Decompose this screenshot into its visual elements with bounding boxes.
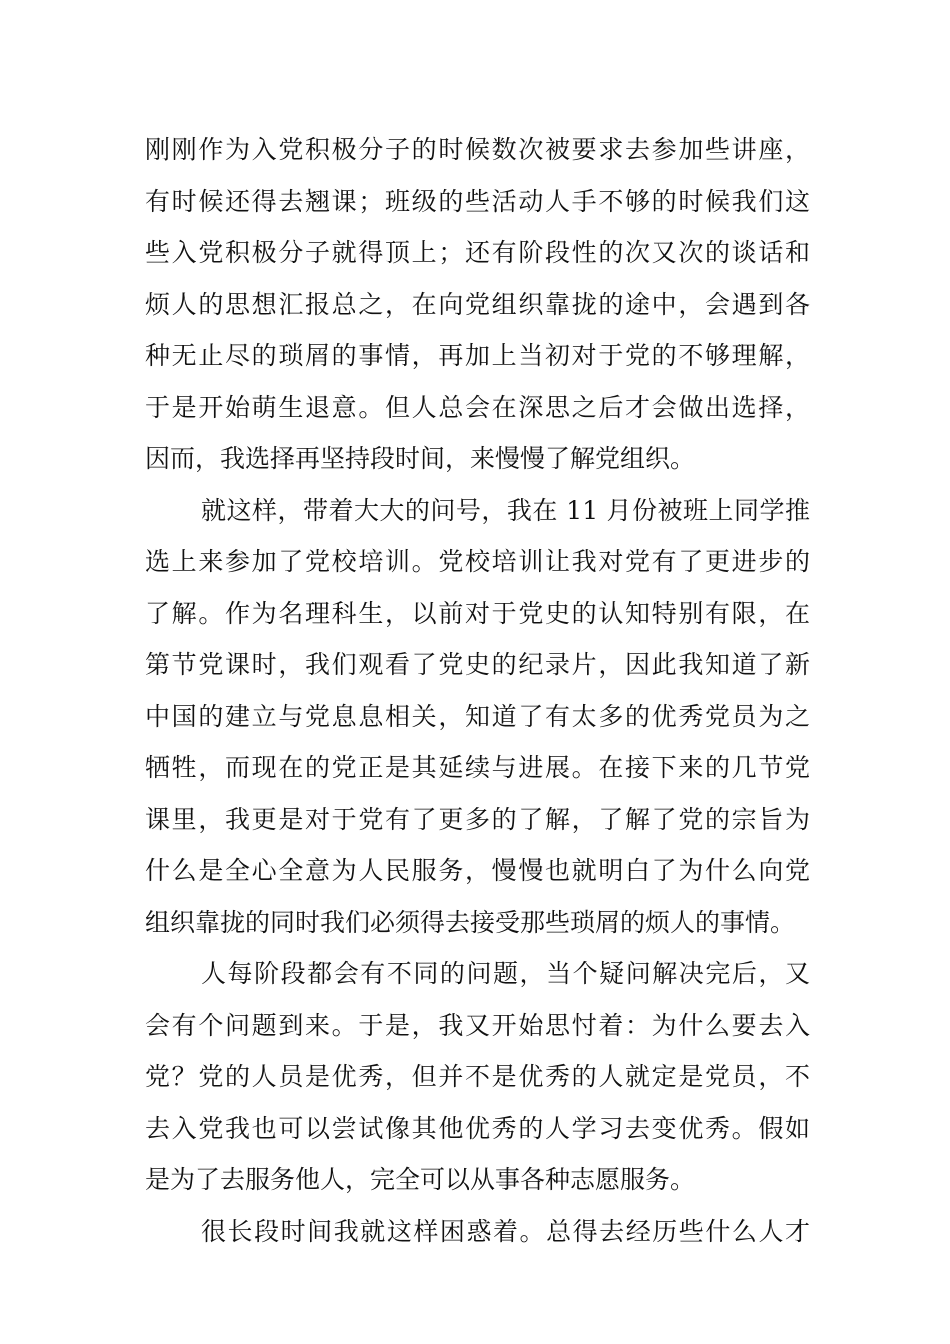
text-line: 很长段时间我就这样困惑着。总得去经历些什么人才	[201, 1216, 810, 1246]
text-line: 了解。作为名理科生，以前对于党史的认知特别有限，在	[145, 598, 810, 628]
text-line: 中国的建立与党息息相关，知道了有太多的优秀党员为之	[145, 701, 810, 731]
text-line: 课里，我更是对于党有了更多的了解，了解了党的宗旨为	[145, 804, 810, 834]
text-line: 些入党积极分子就得顶上；还有阶段性的次又次的谈话和	[145, 238, 810, 267]
text-line: 会有个问题到来。于是，我又开始思忖着：为什么要去入	[145, 1010, 810, 1040]
text-line: 于是开始萌生退意。但人总会在深思之后才会做出选择，	[145, 392, 810, 422]
text-line: 烦人的思想汇报总之，在向党组织靠拢的途中，会遇到各	[145, 289, 810, 319]
text-line: 去入党我也可以尝试像其他优秀的人学习去变优秀。假如	[145, 1113, 810, 1143]
text-line: 就这样，带着大大的问号，我在 11 月份被班上同学推	[201, 495, 810, 525]
text-line: 是为了去服务他人，完全可以从事各种志愿服务。	[145, 1165, 696, 1194]
text-line: 组织靠拢的同时我们必须得去接受那些琐屑的烦人的事情。	[145, 907, 796, 937]
text-line: 党？党的人员是优秀，但并不是优秀的人就定是党员，不	[145, 1062, 810, 1091]
text-line: 种无止尽的琐屑的事情，再加上当初对于党的不够理解，	[145, 341, 810, 370]
text-line: 有时候还得去翘课；班级的些活动人手不够的时候我们这	[145, 186, 810, 216]
text-line: 人每阶段都会有不同的问题，当个疑问解决完后，又	[201, 959, 810, 988]
text-line: 牺牲，而现在的党正是其延续与进展。在接下来的几节党	[145, 753, 810, 782]
body-text	[145, 124, 810, 1257]
text-line: 选上来参加了党校培训。党校培训让我对党有了更进步的	[145, 547, 810, 576]
text-line: 刚刚作为入党积极分子的时候数次被要求去参加些讲座，	[145, 135, 810, 164]
text-line: 因而，我选择再坚持段时间，来慢慢了解党组织。	[145, 444, 696, 473]
text-line: 什么是全心全意为人民服务，慢慢也就明白了为什么向党	[145, 856, 810, 885]
text-line: 第节党课时，我们观看了党史的纪录片，因此我知道了新	[145, 650, 810, 679]
